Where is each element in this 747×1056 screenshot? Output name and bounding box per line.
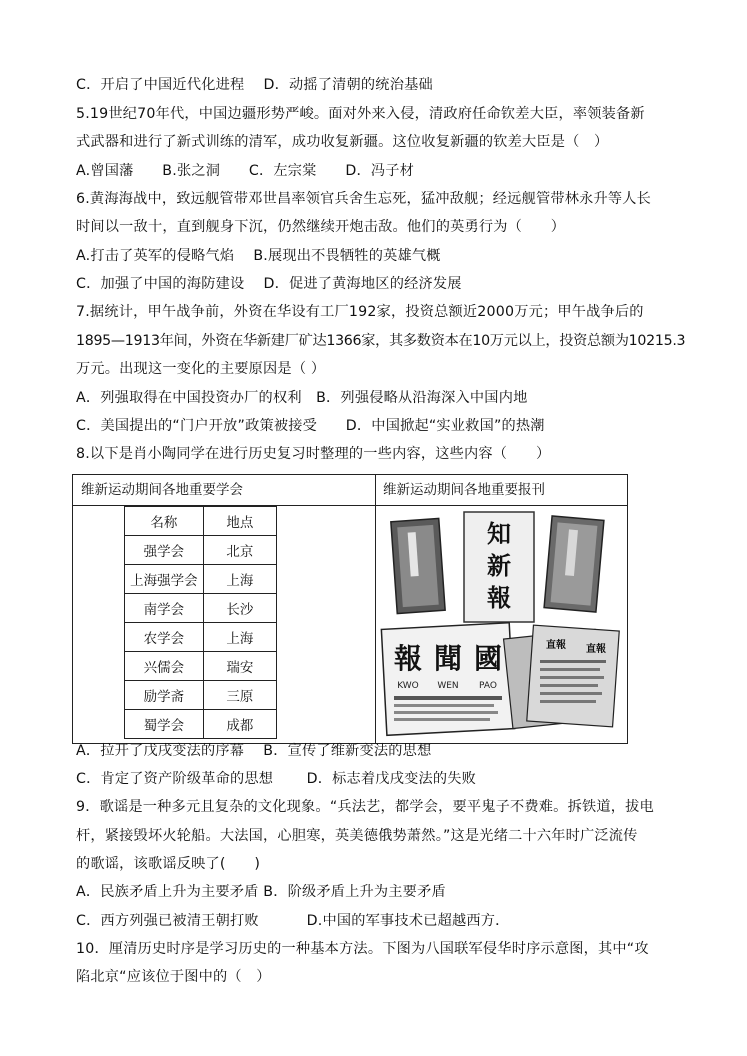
table-row [125, 565, 277, 594]
zhixinbao-char: 知 [487, 519, 511, 548]
society-name: 南学会 [125, 594, 204, 623]
newspapers-photo [380, 506, 620, 738]
text-line: 8.以下是肖小陶同学在进行历史复习时整理的一些内容，这些内容（ ） [76, 446, 551, 462]
table-row [125, 594, 277, 623]
masthead-text: 直報 [546, 640, 566, 651]
table-row [125, 652, 277, 681]
text-line: 7.据统计，甲午战争前，外资在华设有工厂192家，投资总额近2000万元；甲午战争后的 [76, 304, 644, 320]
masthead-text: 直報 [586, 644, 606, 655]
text-line: C．美国提出的“门户开放”政策被接受 D．中国掀起“实业救国”的热潮 [76, 418, 545, 434]
text-line: 6.黄海海战中，致远舰管带邓世昌率领官兵舍生忘死，猛冲敌舰；经远舰管带林永升等人长 [76, 191, 652, 207]
newspaper-book-left [391, 518, 445, 613]
zhixinbao-char: 新 [487, 551, 511, 580]
text-line: C．西方列强已被清王朝打败 D.中国的军事技术已超越西方． [76, 913, 510, 929]
society-place: 长沙 [203, 594, 276, 623]
table-row [125, 507, 277, 536]
col-place-header: 地点 [203, 507, 276, 536]
table-row [125, 681, 277, 710]
text-line: A．列强取得在中国投资办厂的权利 B．列强侵略从沿海深入中国内地 [76, 390, 528, 406]
guowenbao-char: 國 [473, 642, 503, 675]
text-line: C．开启了中国近代化进程 D．动摇了清朝的统治基础 [76, 77, 433, 93]
text-line: 时间以一敌十，直到舰身下沉，仍然继续开炮击敌。他们的英勇行为（ ） [76, 219, 566, 235]
text-line: 1895—1913年间，外资在华新建厂矿达1366家，其多数资本在10万元以上，投资总额为10215.3 [76, 333, 686, 349]
guowenbao-newspaper [381, 623, 514, 736]
text-line: C．肯定了资产阶级革命的思想 D．标志着戊戌变法的失败 [76, 771, 477, 787]
newspaper-book-right [544, 516, 604, 612]
society-place: 成都 [203, 710, 276, 739]
text-line: A.曾国藩 B.张之洞 C．左宗棠 D．冯子材 [76, 163, 414, 179]
left-header: 维新运动期间各地重要学会 [81, 482, 243, 498]
society-place: 上海 [203, 565, 276, 594]
guowenbao-roman: WEN [437, 681, 459, 691]
society-place: 北京 [203, 536, 276, 565]
society-name: 励学斋 [125, 681, 204, 710]
society-name: 强学会 [125, 536, 204, 565]
text-line: 的歌谣，该歌谣反映了( ) [76, 856, 261, 872]
societies-table [124, 506, 277, 739]
text-line: 杆，紧接毁坏火轮船。大法国，心胆寒，英美德俄势萧然。”这是光绪二十六年时广泛流传 [76, 828, 638, 844]
society-name: 蜀学会 [125, 710, 204, 739]
society-place: 三原 [203, 681, 276, 710]
table-divider [375, 475, 376, 743]
right-header: 维新运动期间各地重要报刊 [383, 482, 545, 498]
zhixinbao-newspaper [464, 512, 534, 622]
guowenbao-char: 聞 [433, 642, 463, 675]
text-line: 万元。出现这一变化的主要原因是（ ） [76, 361, 326, 377]
text-line: 10．厘清历史时序是学习历史的一种基本方法。下图为八国联军侵华时序示意图，其中“攻 [76, 941, 649, 957]
guowenbao-char: 報 [393, 642, 423, 675]
table-row [125, 623, 277, 652]
society-place: 瑞安 [203, 652, 276, 681]
society-name: 兴儒会 [125, 652, 204, 681]
col-name-header: 名称 [125, 507, 204, 536]
text-line: 式武器和进行了新式训练的清军，成功收复新疆。这位收复新疆的钦差大臣是（ ） [76, 134, 609, 150]
society-name: 上海强学会 [125, 565, 204, 594]
newspaper-stack [504, 625, 620, 728]
text-line: A．民族矛盾上升为主要矛盾 B．阶级矛盾上升为主要矛盾 [76, 884, 446, 900]
text-line: 5.19世纪70年代，中国边疆形势严峻。面对外来入侵，清政府任命钦差大臣，率领装备新 [76, 106, 645, 122]
guowenbao-roman: PAO [479, 681, 497, 691]
text-line: 9．歌谣是一种多元且复杂的文化现象。“兵法艺，都学会，要平鬼子不费难。拆铁道，拔电 [76, 799, 654, 815]
guowenbao-roman: KWO [397, 681, 419, 691]
text-line: A．拉开了戊戌变法的序幕 B．宣传了维新变法的思想 [76, 743, 432, 759]
text-line: C．加强了中国的海防建设 D．促进了黄海地区的经济发展 [76, 276, 462, 292]
society-place: 上海 [203, 623, 276, 652]
society-name: 农学会 [125, 623, 204, 652]
table-row [125, 536, 277, 565]
zhixinbao-char: 報 [487, 583, 511, 612]
text-line: A.打击了英军的侵略气焰 B.展现出不畏牺牲的英雄气概 [76, 248, 441, 264]
text-line: 陷北京“应该位于图中的（ ） [76, 969, 271, 985]
table-row [125, 710, 277, 739]
